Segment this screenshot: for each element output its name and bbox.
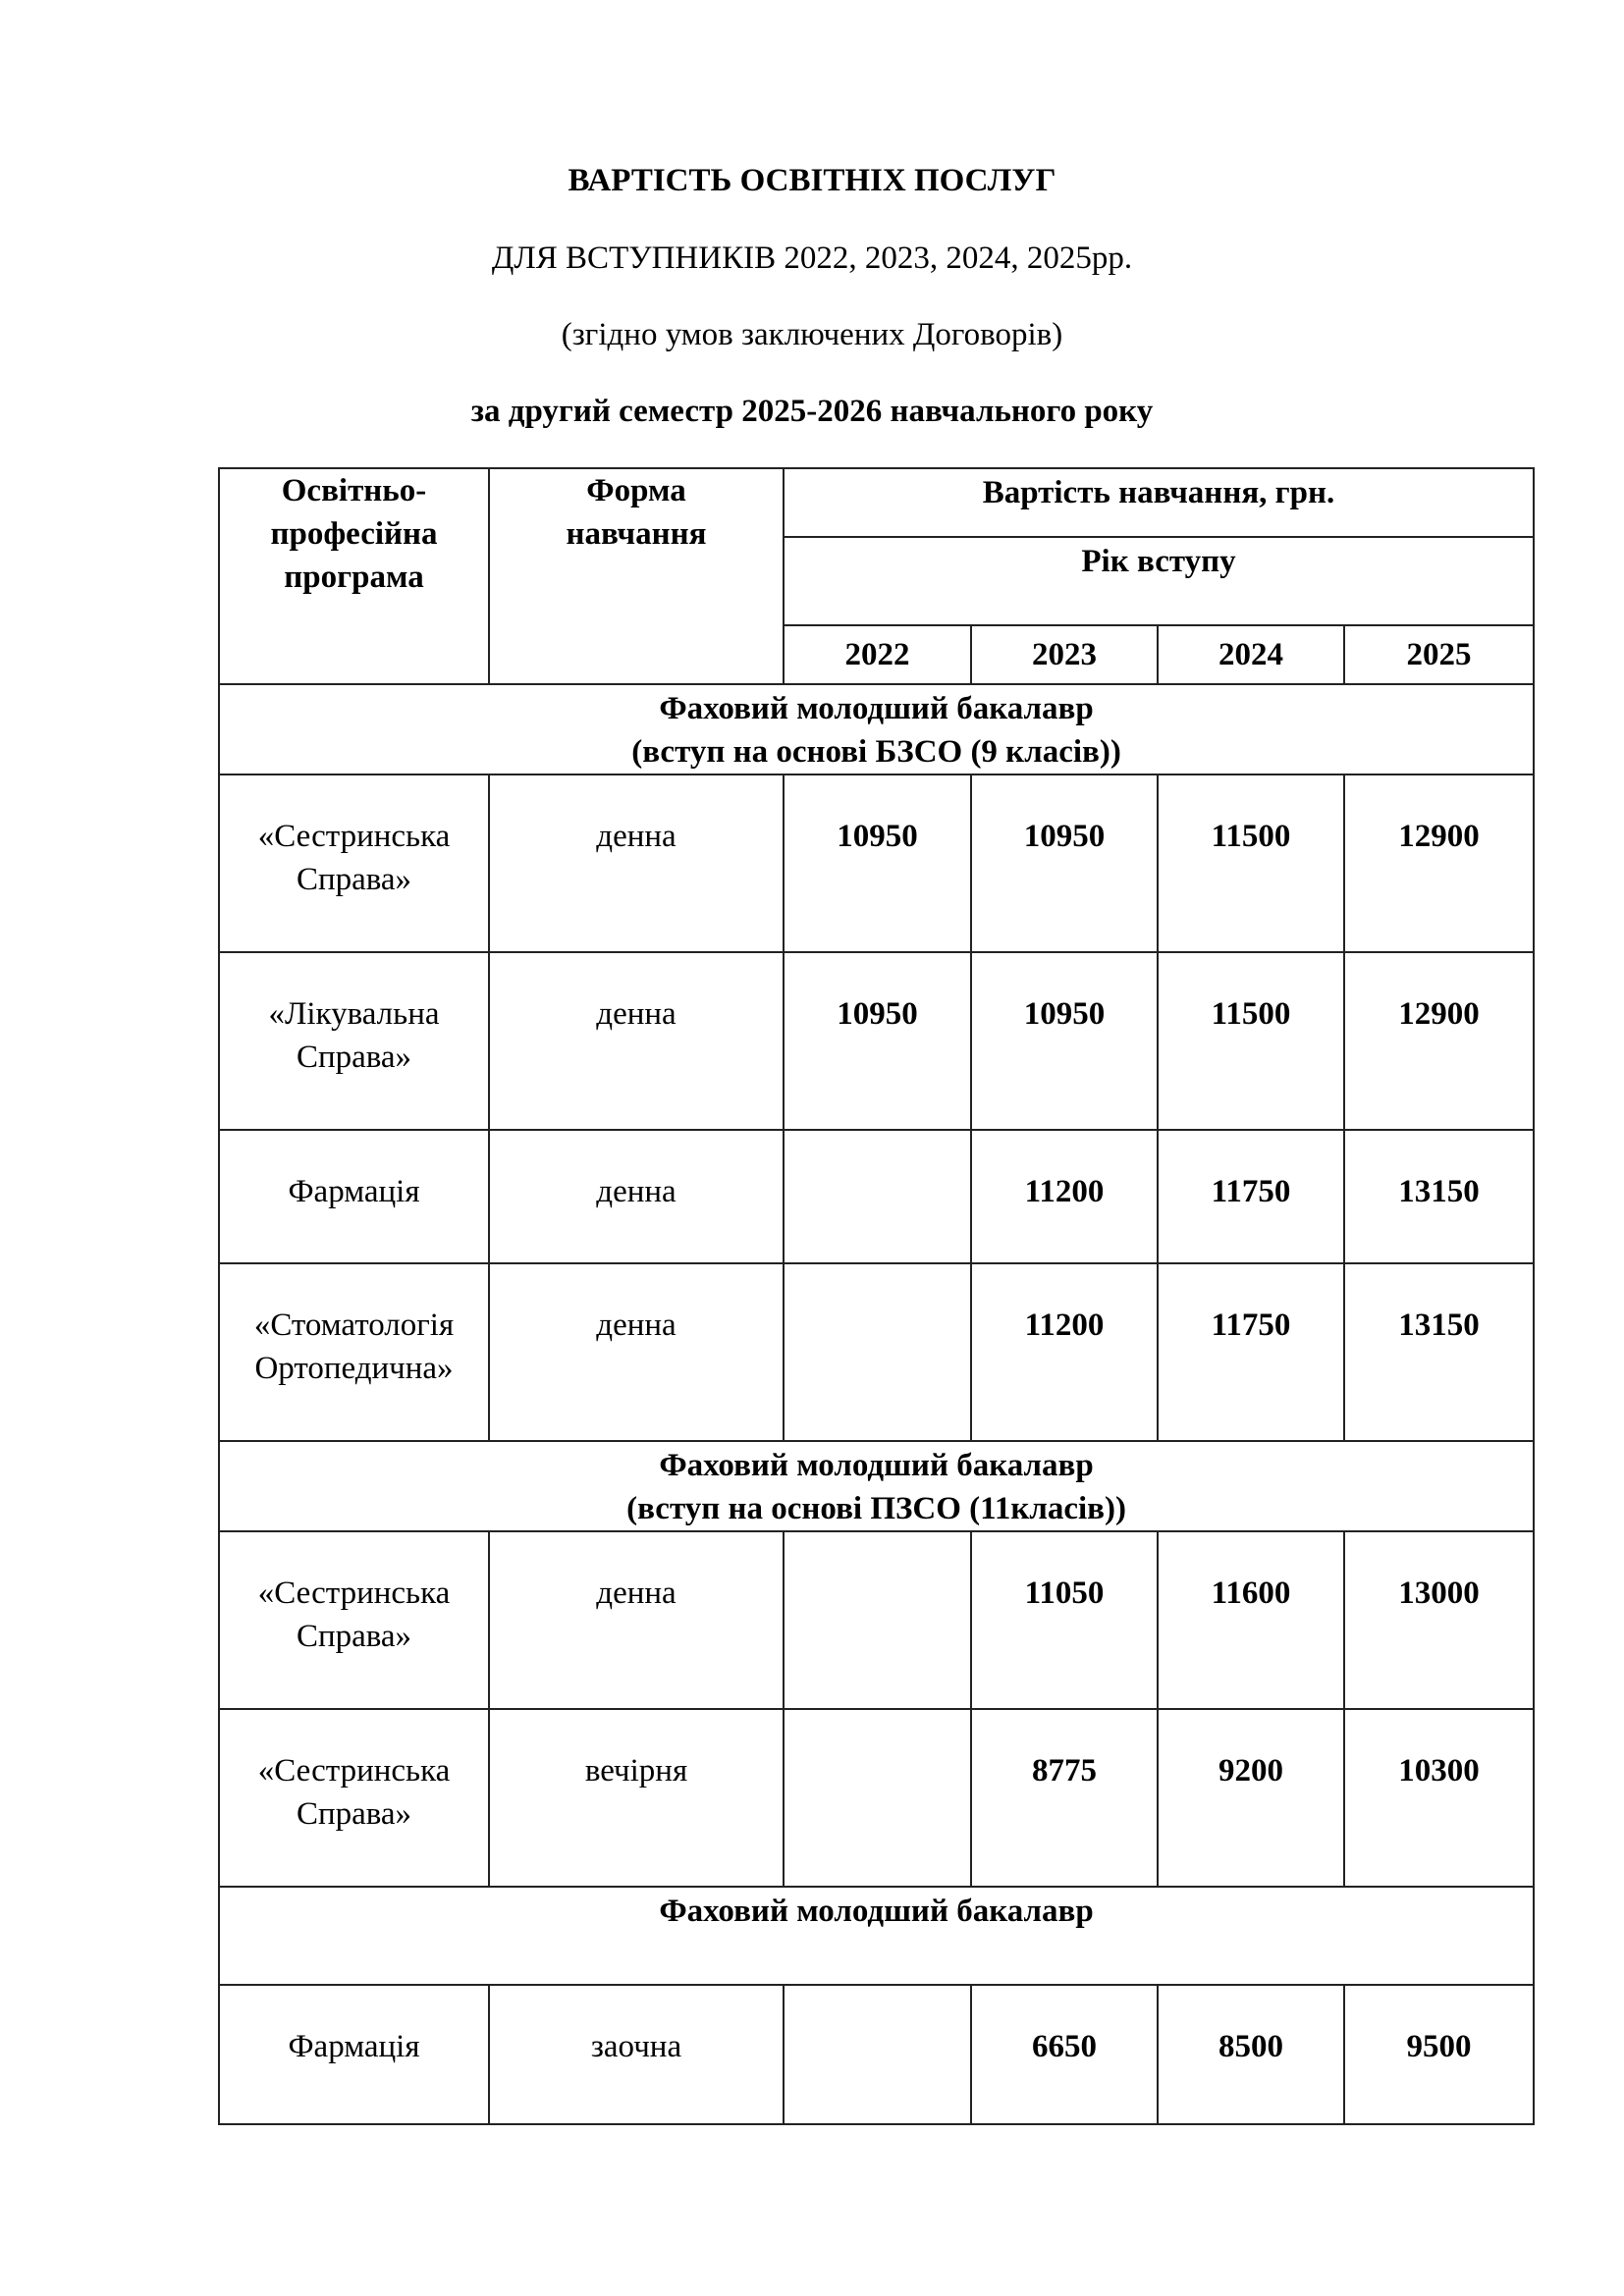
document-note: (згідно умов заключених Договорів): [561, 317, 1063, 352]
section-title: Фаховий молодший бакалавр: [659, 1448, 1094, 1483]
program-cell: «Сестринська Справа»: [219, 1709, 489, 1887]
program-cell: «Стоматологія Ортопедична»: [219, 1263, 489, 1441]
tuition-table: [218, 467, 1535, 2125]
header-cost: Вартість навчання, грн.: [784, 468, 1534, 537]
value-2022: [784, 1531, 971, 1709]
form-cell: денна: [489, 1531, 784, 1709]
form-cell: денна: [489, 774, 784, 952]
program-cell: Фармація: [219, 1130, 489, 1263]
header-form: Форма навчання: [489, 468, 784, 684]
program-cell: Фармація: [219, 1985, 489, 2124]
value-2022: [784, 1709, 971, 1887]
section-header: [219, 684, 1534, 774]
value-2024: 9200: [1158, 1709, 1344, 1887]
value-2025: 12900: [1344, 952, 1534, 1130]
value-2023: 6650: [971, 1985, 1158, 2124]
table-row: [219, 1130, 1534, 1263]
section-title: Фаховий молодший бакалавр: [659, 1894, 1094, 1929]
document-subtitle: ДЛЯ ВСТУПНИКІВ 2022, 2023, 2024, 2025рр.: [491, 240, 1133, 276]
value-2022: 10950: [784, 774, 971, 952]
year-2025: 2025: [1344, 625, 1534, 684]
value-2023: 11050: [971, 1531, 1158, 1709]
value-2025: 13000: [1344, 1531, 1534, 1709]
value-2022: 10950: [784, 952, 971, 1130]
value-2024: 11500: [1158, 952, 1344, 1130]
value-2025: 13150: [1344, 1130, 1534, 1263]
value-2023: 11200: [971, 1130, 1158, 1263]
program-cell: «Лікувальна Справа»: [219, 952, 489, 1130]
program-cell: «Сестринська Справа»: [219, 1531, 489, 1709]
value-2025: 13150: [1344, 1263, 1534, 1441]
form-cell: вечірня: [489, 1709, 784, 1887]
value-2023: 8775: [971, 1709, 1158, 1887]
table-row: [219, 1263, 1534, 1441]
value-2024: 11750: [1158, 1130, 1344, 1263]
value-2024: 11500: [1158, 774, 1344, 952]
section-subtitle: (вступ на основі БЗСО (9 класів)): [631, 734, 1121, 770]
header-year: Рік вступу: [784, 537, 1534, 625]
value-2024: 8500: [1158, 1985, 1344, 2124]
year-2023: 2023: [971, 625, 1158, 684]
value-2023: 10950: [971, 952, 1158, 1130]
section-header: [219, 1441, 1534, 1531]
value-2025: 10300: [1344, 1709, 1534, 1887]
document-title: ВАРТІСТЬ ОСВІТНІХ ПОСЛУГ: [568, 163, 1056, 198]
section-subtitle: (вступ на основі ПЗСО (11класів)): [626, 1491, 1126, 1526]
section-title: Фаховий молодший бакалавр: [659, 691, 1094, 726]
table-row: [219, 1531, 1534, 1709]
value-2022: [784, 1130, 971, 1263]
value-2023: 10950: [971, 774, 1158, 952]
value-2025: 9500: [1344, 1985, 1534, 2124]
program-cell: «Сестринська Справа»: [219, 774, 489, 952]
year-2022: 2022: [784, 625, 971, 684]
value-2024: 11600: [1158, 1531, 1344, 1709]
form-cell: денна: [489, 1263, 784, 1441]
value-2024: 11750: [1158, 1263, 1344, 1441]
section-header: [219, 1887, 1534, 1985]
table-row: [219, 774, 1534, 952]
header-program: Освітньо-професійна програма: [219, 468, 489, 684]
value-2023: 11200: [971, 1263, 1158, 1441]
value-2025: 12900: [1344, 774, 1534, 952]
value-2022: [784, 1985, 971, 2124]
form-cell: денна: [489, 952, 784, 1130]
document-period: за другий семестр 2025-2026 навчального року: [470, 394, 1154, 429]
table-row: [219, 952, 1534, 1130]
table-row: [219, 1985, 1534, 2124]
form-cell: денна: [489, 1130, 784, 1263]
value-2022: [784, 1263, 971, 1441]
form-cell: заочна: [489, 1985, 784, 2124]
table-row: [219, 1709, 1534, 1887]
year-2024: 2024: [1158, 625, 1344, 684]
